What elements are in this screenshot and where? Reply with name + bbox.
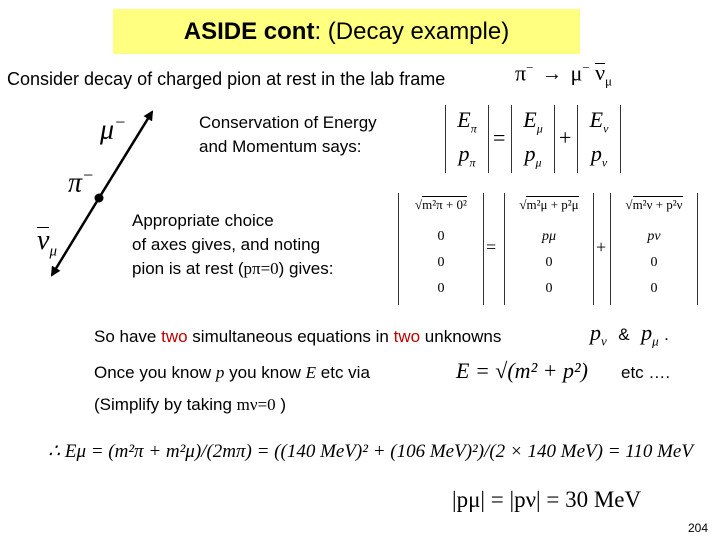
big-nu-top-text: m²ν + p²ν: [632, 197, 683, 212]
vec-equals: =: [493, 125, 506, 150]
big-mu-row-1: pμ: [541, 229, 557, 244]
big-pi-row-2: 0: [437, 255, 445, 270]
antinu-sub: μ: [49, 243, 57, 260]
big-plus: +: [596, 237, 607, 257]
vec-pi-E-sub: π: [470, 121, 477, 136]
pion-charge: −: [82, 165, 95, 185]
big-mu-row-3: 0: [545, 281, 553, 296]
big-mu-row-2: 0: [545, 255, 553, 270]
unknowns: [590, 320, 669, 349]
diagram-muon-label: [100, 112, 126, 146]
reaction-nu-sub: μ: [605, 73, 613, 89]
once-post: etc via: [316, 363, 370, 382]
simplify-text: [94, 393, 286, 417]
page-number: 204: [688, 521, 709, 535]
vec-mu-p: p: [524, 141, 536, 166]
conservation-text: [199, 111, 377, 159]
vector-muon: [511, 105, 555, 173]
axes-line-1: Appropriate choice: [132, 211, 274, 230]
big-pi-row-3: 0: [437, 281, 445, 296]
unknown-mu-sub: μ: [652, 333, 659, 349]
muon-symbol: μ: [100, 114, 115, 146]
reaction-pi-charge: −: [526, 60, 534, 75]
big-vector-neutrino: [610, 193, 698, 305]
two-word-2: two: [393, 327, 421, 346]
big-nu-row-1: pν: [647, 229, 661, 244]
once-mid: you know: [224, 363, 306, 382]
two-eq-pre: So have: [94, 327, 162, 346]
once-pre: Once you know: [94, 363, 216, 382]
diagram-antinu-label: [37, 225, 57, 261]
once-you-know-text: [94, 361, 370, 385]
unknown-p-mu: p: [641, 320, 653, 345]
axes-line-3-math: pπ=0: [243, 259, 279, 278]
reaction-arrow: →: [541, 63, 562, 86]
reaction-antinu: [595, 60, 606, 86]
vec-nu-p-sub: ν: [601, 155, 608, 170]
unknowns-period: .: [664, 325, 669, 344]
vec-mu-E: E: [523, 107, 537, 132]
pion-symbol: π: [68, 167, 83, 199]
energy-momentum-relation: E = √(m² + p²): [456, 358, 588, 383]
vec-mu-p-sub: μ: [535, 155, 542, 170]
axes-choice-text: [132, 209, 333, 281]
title-rest: : (Decay example): [314, 17, 510, 45]
vec-pi-E: E: [457, 107, 471, 132]
axes-line-2: of axes gives, and noting: [132, 235, 321, 254]
axes-line-3-post: ) gives:: [278, 259, 334, 278]
big-equals: =: [486, 237, 497, 257]
vec-nu-E-sub: ν: [603, 121, 609, 136]
big-pi-top-text: m²π + 0²: [422, 197, 467, 212]
neutrino-arrow: [52, 198, 99, 275]
vec-nu-p: p: [590, 141, 602, 166]
big-nu-row-2: 0: [650, 255, 658, 270]
once-p: p: [215, 363, 225, 382]
conservation-line-2: and Momentum says:: [199, 137, 362, 156]
big-nu-row-3: 0: [650, 281, 658, 296]
once-E: E: [305, 363, 317, 382]
two-equations-text: [94, 325, 501, 349]
vec-mu-E-sub: μ: [536, 121, 543, 136]
unknowns-amp: &: [618, 325, 630, 344]
reaction-mu-charge: −: [582, 60, 590, 75]
simplify-math: mν=0: [236, 395, 276, 414]
big-pi-row-1: 0: [437, 229, 445, 244]
big-mu-top-text: m²μ + p²μ: [526, 197, 579, 212]
big-mu-top: √m²μ + p²μ: [519, 197, 579, 212]
big-vector-muon: [504, 193, 594, 305]
slide-title: [113, 9, 580, 54]
unknown-p-nu: p: [590, 320, 601, 345]
vec-pi-p: p: [458, 141, 470, 166]
vec-pi-p-sub: π: [469, 155, 476, 170]
reaction-nu: ν: [595, 60, 606, 86]
diagram-pion-label: [68, 165, 94, 199]
final-energy-equation: ∴ Eμ = (m²π + m²μ)/(2mπ) = ((140 MeV)² + (106 MeV)²)/(2 × 140 MeV) = 110 MeV: [48, 441, 693, 462]
two-eq-mid: simultaneous equations in: [187, 327, 394, 346]
vec-plus: +: [559, 125, 572, 150]
two-word-1: two: [161, 327, 188, 346]
big-vector-pion: [398, 193, 484, 305]
axes-line-3-pre: pion is at rest (: [132, 259, 244, 278]
vec-nu-E: E: [589, 107, 604, 132]
unknown-nu-sub: ν: [601, 333, 607, 349]
four-vector-equation: [445, 105, 620, 173]
simplify-post: ): [275, 395, 287, 414]
etc-text: etc ….: [621, 363, 671, 382]
intro-text: Consider decay of charged pion at rest in the lab frame: [7, 69, 446, 89]
big-pi-top: √m²π + 0²: [415, 197, 467, 212]
final-momentum-result: |pμ| = |pν| = 30 MeV: [452, 487, 642, 512]
reaction-pi: π: [515, 60, 527, 86]
axes-line-3: [132, 257, 333, 281]
simplify-pre: (Simplify by taking: [94, 395, 237, 414]
two-eq-post: unknowns: [420, 327, 502, 346]
decay-reaction: [515, 60, 612, 90]
big-nu-top: √m²ν + p²ν: [625, 197, 683, 212]
conservation-line-1: Conservation of Energy: [199, 113, 377, 132]
title-bold: ASIDE cont: [183, 17, 315, 45]
component-equation: [398, 193, 698, 305]
antinu-symbol: ν: [37, 225, 50, 256]
muon-charge: −: [114, 112, 127, 132]
pion-dot: [95, 194, 104, 203]
vector-pion: [445, 105, 489, 173]
vector-neutrino: [577, 105, 621, 173]
reaction-mu: μ: [570, 60, 583, 86]
